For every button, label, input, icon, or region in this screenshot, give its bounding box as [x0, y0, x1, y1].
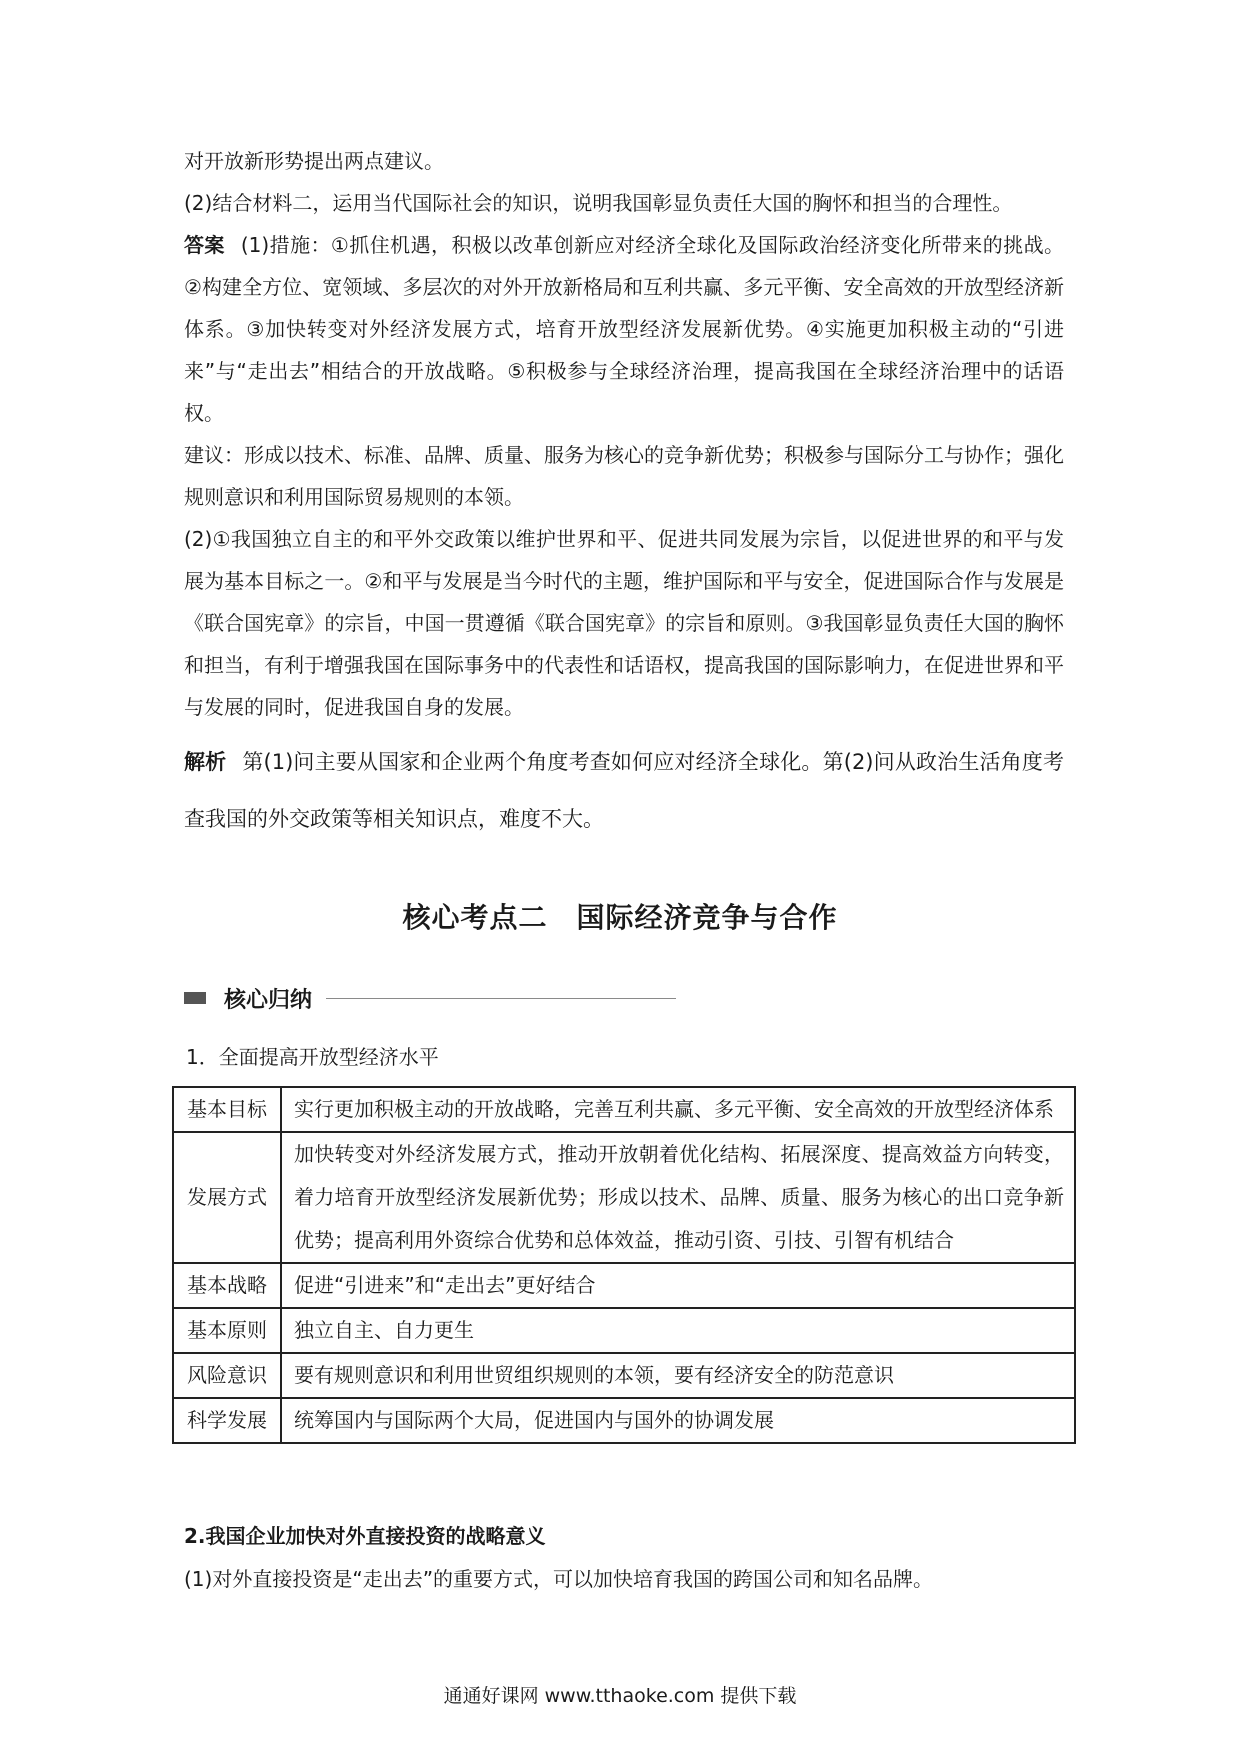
analysis-text: 第(1)问主要从国家和企业两个角度考查如何应对经济全球化。第(2)问从政治生活角度考查我国的外交政策等相关知识点，难度不大。 [184, 750, 1065, 831]
suggestion-paragraph: 建议：形成以技术、标准、品牌、质量、服务为核心的竞争新优势；积极参与国际分工与协作；强化规则意识和利用国际贸易规则的本领。 [184, 443, 1064, 509]
row-value: 统筹国内与国际两个大局，促进国内与国外的协调发展 [281, 1398, 1075, 1443]
summary-header-label: 核心归纳 [224, 987, 313, 1013]
answer-label: 答案 [184, 233, 225, 257]
intro-line: 对开放新形势提出两点建议。 [184, 149, 444, 173]
paragraph-2-1: (1)对外直接投资是“走出去”的重要方式，可以加快培育我国的跨国公司和知名品牌。 [184, 1567, 934, 1591]
subheading-2: 2.我国企业加快对外直接投资的战略意义 [184, 1524, 546, 1548]
table-row [173, 1353, 1075, 1398]
row-value: 促进“引进来”和“走出去”更好结合 [281, 1263, 1075, 1308]
row-key: 基本原则 [173, 1308, 281, 1353]
page-footer: 通通好课网 www.tthaoke.com 提供下载 [443, 1685, 797, 1707]
table-row [173, 1398, 1075, 1443]
table-row [173, 1087, 1075, 1132]
table-row [173, 1308, 1075, 1353]
row-value: 实行更加积极主动的开放战略，完善互利共赢、多元平衡、安全高效的开放型经济体系 [281, 1087, 1075, 1132]
analysis-paragraph [184, 734, 1064, 848]
answer-2-paragraph: (2)①我国独立自主的和平外交政策以维护世界和平、促进共同发展为宗旨，以促进世界的和平与发展为基本目标之一。②和平与发展是当今时代的主题，维护国际和平与安全，促进国际合作与发展是《联合国宪章》的宗旨，中国一贯遵循《联合国宪章》的宗旨和原则。③我国彰显负责任大国的胸怀和担当，有利于增强我国在国际事务中的代表性和话语权，提高我国的国际影响力，在促进世界和平与发展的同时，促进我国自身的发展。 [184, 527, 1064, 719]
row-key: 风险意识 [173, 1353, 281, 1398]
square-bullet-icon [184, 992, 206, 1004]
row-value: 要有规则意识和利用世贸组织规则的本领，要有经济安全的防范意识 [281, 1353, 1075, 1398]
table-row [173, 1132, 1075, 1263]
answer-block [184, 140, 1064, 848]
row-key: 基本战略 [173, 1263, 281, 1308]
subheading-1: 1．全面提高开放型经济水平 [186, 1045, 439, 1069]
analysis-label: 解析 [184, 750, 227, 774]
row-value: 独立自主、自力更生 [281, 1308, 1075, 1353]
row-key: 基本目标 [173, 1087, 281, 1132]
row-key: 科学发展 [173, 1398, 281, 1443]
open-economy-table [172, 1086, 1076, 1444]
answer-paragraph [184, 224, 1064, 434]
summary-header [184, 980, 676, 1016]
section-title: 核心考点二 国际经济竞争与合作 [402, 901, 838, 934]
question-2: (2)结合材料二，运用当代国际社会的知识，说明我国彰显负责任大国的胸怀和担当的合理性。 [184, 191, 1013, 215]
answer-1-text: (1)措施：①抓住机遇，积极以改革创新应对经济全球化及国际政治经济变化所带来的挑战。②构建全方位、宽领域、多层次的对外开放新格局和互利共赢、多元平衡、安全高效的开放型经济新体系。③加快转变对外经济发展方式，培育开放型经济发展新优势。④实施更加积极主动的“引进来”与“走出去”相结合的开放战略。⑤积极参与全球经济治理，提高我国在全球经济治理中的话语权。 [184, 233, 1065, 425]
row-key: 发展方式 [173, 1132, 281, 1263]
row-value: 加快转变对外经济发展方式，推动开放朝着优化结构、拓展深度、提高效益方向转变，着力培育开放型经济发展新优势；形成以技术、品牌、质量、服务为核心的出口竞争新优势；提高利用外资综合优势和总体效益，推动引资、引技、引智有机结合 [281, 1132, 1075, 1263]
header-rule [326, 998, 676, 999]
table-row [173, 1263, 1075, 1308]
